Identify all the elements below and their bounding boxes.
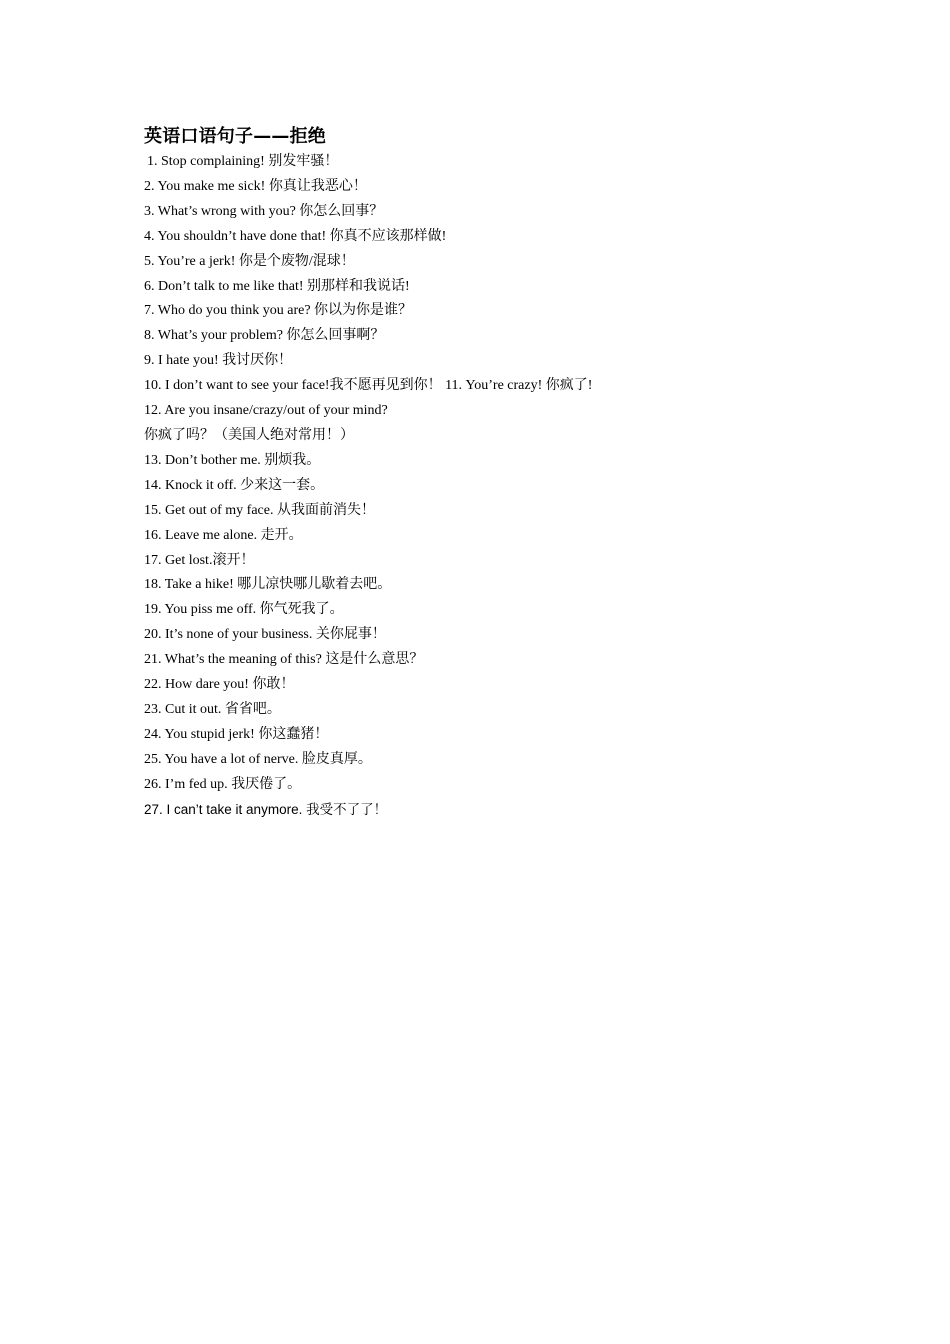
phrase-line: 7. Who do you think you are? 你以为你是谁？ [144,303,413,319]
phrase-line: 9. I hate you! 我讨厌你！ [144,353,293,369]
phrase-line: 2. You make me sick! 你真让我恶心！ [144,178,367,194]
phrase-line: 8. What’s your problem? 你怎么回事啊？ [144,328,385,344]
phrase-list [144,150,824,822]
phrase-line: 27. I can’t take it anymore. 我受不了了！ [144,801,388,817]
phrase-line: 26. I’m fed up. 我厌倦了。 [144,776,302,792]
phrase-line: 4. You shouldn’t have done that! 你真不应该那样做! [144,228,447,244]
phrase-line: 18. Take a hike! 哪儿凉快哪儿歇着去吧。 [144,577,392,593]
phrase-line: 14. Knock it off. 少来这一套。 [144,477,325,493]
phrase-line: 20. It’s none of your business. 关你屁事！ [144,627,386,643]
phrase-line: 1. Stop complaining! 别发牢骚！ [147,154,339,169]
phrase-line: 24. You stupid jerk! 你这蠢猪！ [144,726,329,742]
phrase-line: 3. What’s wrong with you? 你怎么回事？ [144,203,384,219]
phrase-line: 21. What’s the meaning of this? 这是什么意思？ [144,652,424,668]
phrase-line: 6. Don’t talk to me like that! 别那样和我说话! [144,278,410,294]
document-body [144,124,824,822]
phrase-line: 13. Don’t bother me. 别烦我。 [144,452,321,468]
phrase-line: 22. How dare you! 你敢！ [144,677,295,693]
phrase-line: 19. You piss me off. 你气死我了。 [144,602,344,618]
phrase-line: 12. Are you insane/crazy/out of your mind? [144,403,388,419]
phrase-line: 16. Leave me alone. 走开。 [144,527,303,543]
phrase-line: 25. You have a lot of nerve. 脸皮真厚。 [144,751,372,767]
phrase-line: 10. I don’t want to see your face!我不愿再见到你！ 11. You’re crazy! 你疯了! [144,378,593,394]
phrase-line: 15. Get out of my face. 从我面前消失！ [144,502,375,518]
document-title: 英语口语句子——拒绝 [144,126,326,147]
phrase-line: 你疯了吗？（美国人绝对常用！） [144,427,354,443]
phrase-line: 5. You’re a jerk! 你是个废物/混球！ [144,253,355,269]
phrase-line: 23. Cut it out. 省省吧。 [144,701,281,717]
phrase-line: 17. Get lost.滚开！ [144,552,255,568]
